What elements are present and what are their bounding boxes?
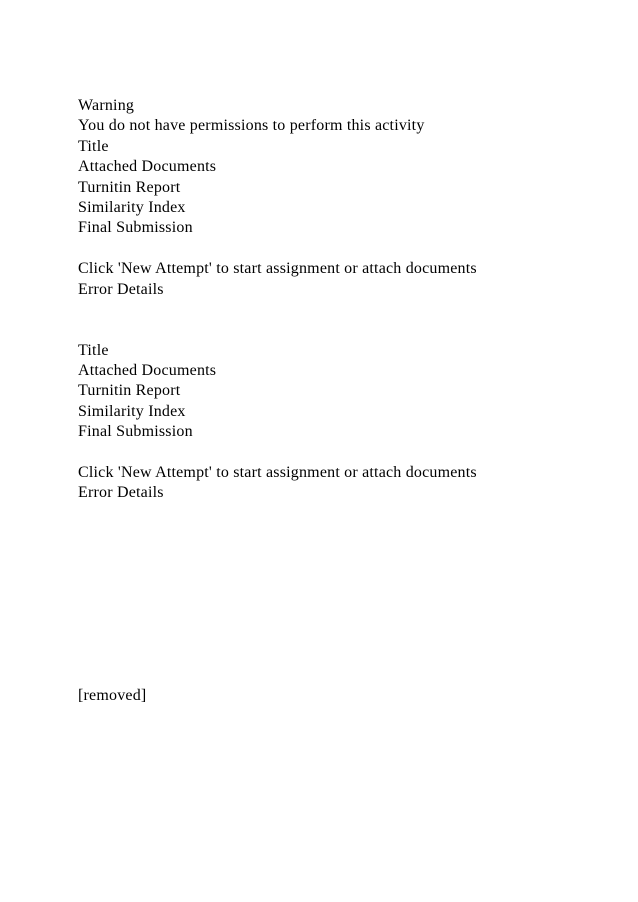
section2-error-details: Error Details [78, 484, 164, 502]
section2-final-submission-label: Final Submission [78, 423, 193, 441]
section2-title-label: Title [78, 341, 109, 359]
spacer [78, 320, 618, 340]
spacer [78, 443, 618, 463]
removed-placeholder: [removed] [78, 687, 147, 704]
warning-heading: Warning [78, 97, 135, 114]
section2-similarity-index-label: Similarity Index [78, 402, 186, 420]
section2-instruction: Click 'New Attempt' to start assignment or attach documents [78, 464, 477, 482]
warning-message: You do not have permissions to perform this activity [78, 117, 425, 135]
document-body [78, 96, 618, 504]
section2-attached-documents-label: Attached Documents [78, 362, 217, 380]
section1-instruction: Click 'New Attempt' to start assignment or attach documents [78, 260, 477, 278]
section1-final-submission-label: Final Submission [78, 219, 193, 237]
spacer [78, 300, 618, 320]
spacer [78, 239, 618, 259]
section1-similarity-index-label: Similarity Index [78, 198, 186, 216]
section2-turnitin-report-label: Turnitin Report [78, 382, 181, 400]
section1-title-label: Title [78, 137, 109, 155]
section1-error-details: Error Details [78, 280, 164, 298]
section1-attached-documents-label: Attached Documents [78, 158, 217, 176]
section1-turnitin-report-label: Turnitin Report [78, 178, 181, 196]
